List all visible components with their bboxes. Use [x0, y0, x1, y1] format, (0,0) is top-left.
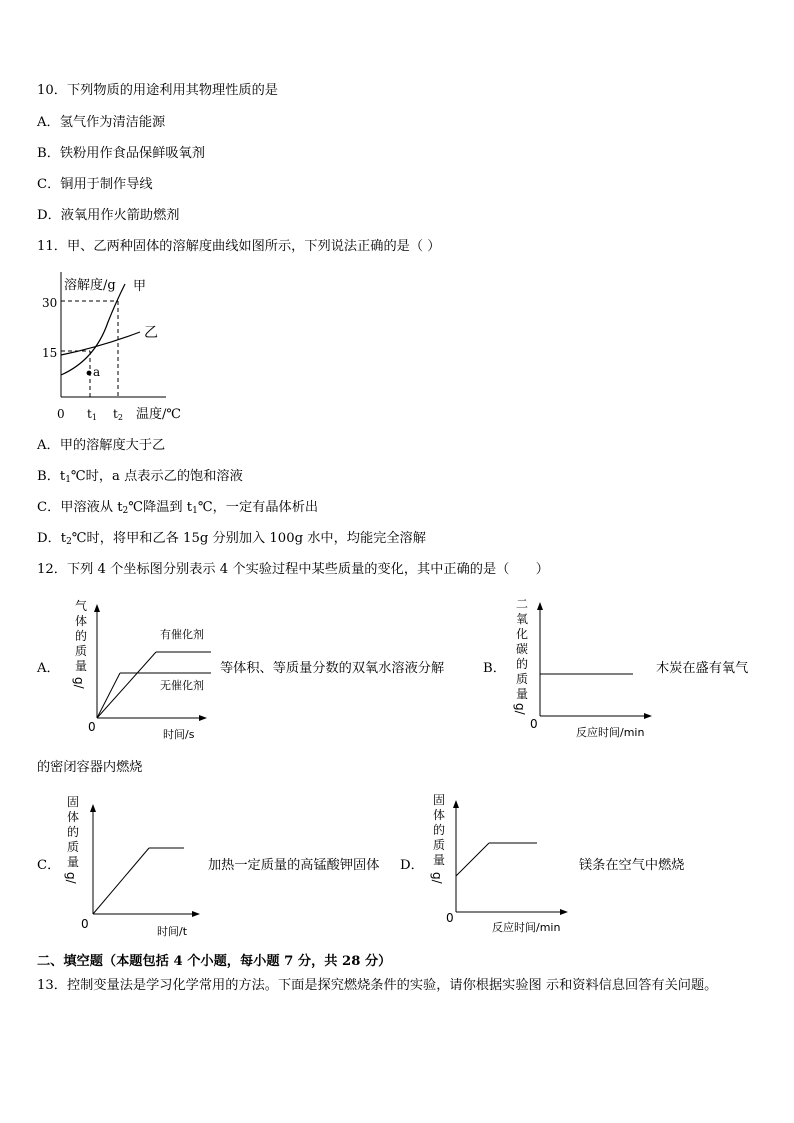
- svg-text:量: 量: [67, 855, 80, 869]
- svg-text:体: 体: [75, 614, 88, 628]
- curve-jia: [61, 284, 125, 375]
- q12-c-desc: 加热一定质量的高锰酸钾固体: [208, 858, 380, 873]
- q10-stem: 10．下列物质的用途利用其物理性质的是: [37, 83, 278, 98]
- svg-text:g/: g/: [430, 872, 444, 884]
- svg-text:的: 的: [516, 657, 529, 671]
- q12-b-letter: B．: [483, 661, 506, 676]
- graph-d: [424, 790, 584, 940]
- graph-a: [60, 596, 220, 746]
- q12-d-desc: 镁条在空气中燃烧: [579, 858, 685, 873]
- graph-b-ylabel: [513, 597, 528, 716]
- svg-text:0: 0: [446, 911, 454, 925]
- svg-text:0: 0: [81, 917, 89, 931]
- curve-mg: [456, 843, 489, 876]
- svg-text:的: 的: [433, 823, 446, 837]
- q10-option-a: A．氢气作为清洁能源: [37, 115, 166, 130]
- x-axis-label: 温度/℃: [136, 407, 181, 422]
- svg-text:反应时间/min: 反应时间/min: [492, 921, 561, 934]
- svg-text:时间/t: 时间/t: [157, 925, 188, 938]
- svg-text:0: 0: [88, 720, 96, 734]
- q11-option-a: A．甲的溶解度大于乙: [37, 438, 166, 453]
- graph-a-ylabel: [72, 598, 87, 690]
- svg-text:体: 体: [433, 808, 446, 822]
- svg-text:时间/s: 时间/s: [163, 728, 195, 741]
- svg-text:g/: g/: [72, 677, 86, 689]
- svg-text:质: 质: [433, 838, 446, 852]
- label-yi: 乙: [144, 325, 158, 341]
- svg-text:质: 质: [67, 840, 80, 854]
- q11-option-b: B．$t_1℃$时，a 点表示乙的饱和溶液: [37, 469, 243, 485]
- svg-text:无催化剂: 无催化剂: [160, 679, 204, 692]
- svg-text:反应时间/min: 反应时间/min: [576, 726, 645, 739]
- curve-yi: [61, 332, 140, 355]
- q10-option-b: B．铁粉用作食品保鲜吸氧剂: [37, 146, 205, 161]
- svg-text:的: 的: [67, 825, 80, 839]
- q11-option-d: D．$t_2℃$时，将甲和乙各 15g 分别加入 100g 水中，均能完全溶解: [37, 531, 426, 547]
- graph-c: [58, 792, 218, 942]
- svg-text:量: 量: [75, 659, 88, 673]
- q12-b-desc: 木炭在盛有氧气: [656, 661, 749, 676]
- x-tick-t2: t2: [113, 407, 123, 422]
- x-tick-t1: t1: [87, 407, 97, 422]
- svg-text:有催化剂: 有催化剂: [160, 628, 204, 641]
- svg-text:气: 气: [75, 599, 88, 613]
- q12-b-desc-cont: 的密闭容器内燃烧: [37, 760, 143, 775]
- section-2-heading: 二、填空题（本题包括 4 个小题，每小题 7 分，共 28 分）: [37, 954, 392, 969]
- q12-c-letter: C．: [37, 858, 61, 873]
- y-tick-30: 30: [42, 296, 58, 310]
- graph-c-ylabel: [64, 795, 79, 885]
- q11-stem: 11．甲、乙两种固体的溶解度曲线如图所示，下列说法正确的是（ ）: [37, 239, 441, 254]
- q12-a-letter: A．: [37, 661, 60, 676]
- q13-stem: 13．控制变量法是学习化学常用的方法。下面是探究燃烧条件的实验，请你根据实验图 示和资料信息回答有关问题。: [37, 978, 718, 993]
- q12-a-desc: 等体积、等质量分数的双氧水溶液分解: [220, 661, 445, 676]
- svg-text:量: 量: [516, 687, 529, 701]
- point-a: [87, 371, 92, 376]
- point-a-label: a: [93, 365, 101, 379]
- curve-catalyst: [97, 652, 156, 718]
- svg-text:化: 化: [516, 627, 529, 641]
- svg-text:固: 固: [67, 795, 80, 809]
- svg-text:体: 体: [67, 810, 80, 824]
- q12-d-letter: D．: [400, 858, 424, 873]
- q10-option-c: C．铜用于制作导线: [37, 177, 153, 192]
- graph-b: [505, 594, 665, 744]
- curve-kmno4: [93, 848, 149, 914]
- y-tick-15: 15: [42, 346, 58, 360]
- q12-stem: 12．下列 4 个坐标图分别表示 4 个实验过程中某些质量的变化，其中正确的是（ ）: [37, 562, 549, 577]
- svg-text:氧: 氧: [516, 612, 529, 626]
- y-axis-label: 溶解度/g: [64, 278, 116, 293]
- svg-text:0: 0: [530, 717, 538, 731]
- svg-text:g/: g/: [64, 872, 78, 884]
- svg-text:的: 的: [75, 629, 88, 643]
- svg-text:二: 二: [516, 597, 529, 611]
- origin-label: 0: [57, 407, 65, 421]
- q11-option-c: C．甲溶液从 $t_2℃$降温到 $t_1℃$，一定有晶体析出: [37, 500, 319, 516]
- graph-d-ylabel: [430, 793, 445, 885]
- svg-text:质: 质: [516, 672, 529, 686]
- label-jia: 甲: [133, 279, 147, 294]
- svg-text:碳: 碳: [516, 642, 529, 656]
- svg-text:g/: g/: [513, 703, 527, 715]
- svg-text:固: 固: [433, 793, 446, 807]
- svg-text:质: 质: [75, 644, 88, 658]
- svg-text:量: 量: [433, 853, 446, 867]
- q10-option-d: D．液氧用作火箭助燃剂: [37, 208, 180, 223]
